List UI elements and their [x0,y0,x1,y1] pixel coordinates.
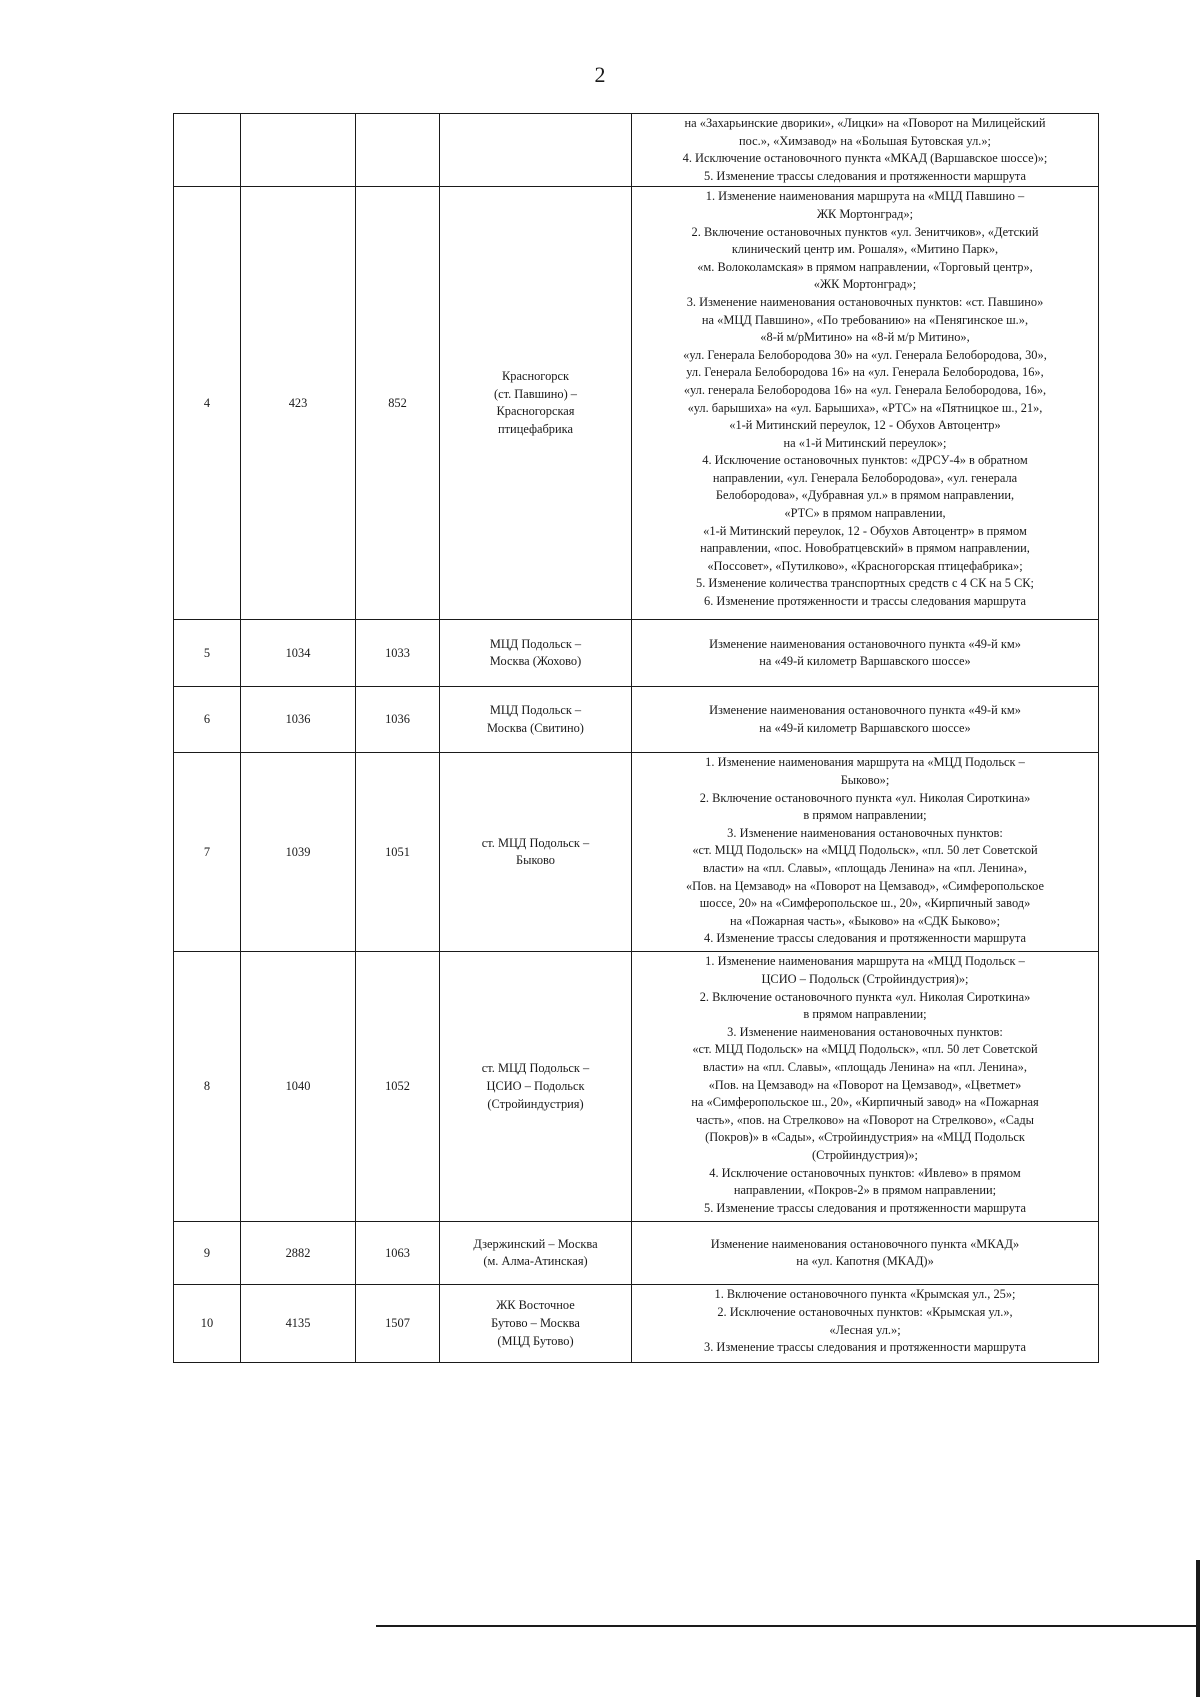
route-number-cell: 1063 [356,1222,440,1285]
text-line: шоссе, 20» на «Симферопольское ш., 20», «Кирпичный завод» [699,896,1031,911]
table-row [174,753,1099,952]
page-number: 2 [594,62,606,87]
route-name-cell [440,952,632,1222]
text-line: ст. МЦД Подольск – [481,835,590,850]
text-line: 5. Изменение трассы следования и протяженности маршрута [704,1200,1026,1215]
text-line: 2. Включение остановочных пунктов «ул. Зенитчиков», «Детский [691,224,1039,239]
text-line: Красногорск [502,369,569,384]
text-line: 4. Исключение остановочных пунктов: «Ивлево» в прямом [709,1165,1021,1180]
row-number-cell: 5 [174,620,241,687]
text-line: 2. Включение остановочного пункта «ул. Николая Сироткина» [699,790,1031,805]
text-line: клинический центр им. Рошаля», «Митино Парк», [731,242,999,257]
registration-number-cell: 1034 [241,620,356,687]
table-row [174,187,1099,620]
text-line: направлении, «ул. Генерала Белобородова», «ул. генерала [712,470,1018,485]
text-line: ул. Генерала Белобородова 16» на «ул. Генерала Белобородова, 16», [686,365,1044,380]
route-name-cell [440,187,632,620]
text-line: на «Захарьинские дворики», «Лицки» на «Поворот на Милицейский [684,116,1046,130]
text-line: направлении, «пос. Новобратцевский» в прямом направлении, [700,541,1030,556]
row-number-cell [174,114,241,187]
text-line: (МЦД Бутово) [497,1333,574,1348]
row-number-cell: 4 [174,187,241,620]
registration-number-cell: 1039 [241,753,356,952]
route-number-cell: 1051 [356,753,440,952]
text-line: 4. Исключение остановочного пункта «МКАД (Варшавское шоссе)»; [682,151,1048,166]
text-line: в прямом направлении; [803,808,927,823]
text-line: Бутово – Москва [491,1316,580,1331]
text-line: «ул. Генерала Белобородова 30» на «ул. Генерала Белобородова, 30», [683,347,1047,362]
route-name-cell [440,1285,632,1363]
text-line: «РТС» в прямом направлении, [784,506,946,521]
text-line: 6. Изменение протяженности и трассы следования маршрута [704,594,1026,609]
text-line: ст. МЦД Подольск – [481,1061,590,1076]
text-line: «8-й м/рМитино» на «8-й м/р Митино», [760,330,970,345]
text-line: Изменение наименования остановочного пункта «49-й км» [709,636,1021,651]
changes-cell [632,1285,1099,1363]
route-number-cell [356,114,440,187]
text-line: Москва (Жохово) [489,654,582,669]
text-line: пос.», «Химзавод» на «Большая Бутовская ул.»; [739,133,991,148]
route-name-cell [440,114,632,187]
changes-cell [632,687,1099,753]
changes-cell [632,114,1099,187]
text-line: (Стройиндустрия)»; [812,1147,918,1162]
route-number-cell: 1507 [356,1285,440,1363]
text-line: на «ул. Капотня (МКАД)» [796,1254,934,1269]
text-line: «ст. МЦД Подольск» на «МЦД Подольск», «пл. 50 лет Советской [692,843,1038,858]
text-line: Изменение наименования остановочного пункта «МКАД» [710,1236,1020,1251]
text-line: «ул. генерала Белобородова 16» на «ул. Генерала Белобородова, 16», [683,382,1047,397]
route-number-cell: 1036 [356,687,440,753]
text-line: на «МЦД Павшино», «По требованию» на «Пенягинское ш.», [701,312,1029,327]
text-line: 2. Исключение остановочных пунктов: «Крымская ул.», [717,1304,1013,1319]
text-line: 4. Исключение остановочных пунктов: «ДРСУ-4» в обратном [702,453,1028,468]
registration-number-cell: 1036 [241,687,356,753]
text-line: птицефабрика [498,421,573,436]
text-line: (ст. Павшино) – [493,386,578,401]
row-number-cell: 6 [174,687,241,753]
text-line: 3. Изменение наименования остановочных пунктов: «ст. Павшино» [686,294,1044,309]
text-line: Быково [516,853,555,868]
row-number-cell: 10 [174,1285,241,1363]
text-line: Быково»; [840,772,890,787]
text-line: «Пов. на Цемзавод» на «Поворот на Цемзавод», «Симферопольское [685,878,1045,893]
right-scan-edge [1196,1560,1200,1697]
text-line: ЖК Мортонград»; [816,206,914,221]
text-line: «ст. МЦД Подольск» на «МЦД Подольск», «пл. 50 лет Советской [692,1042,1038,1057]
text-line: «м. Волоколамская» в прямом направлении, «Торговый центр», [697,259,1033,274]
text-line: на «Пожарная часть», «Быково» на «СДК Быково»; [729,913,1001,928]
row-number-cell: 8 [174,952,241,1222]
text-line: (Покров)» в «Сады», «Стройиндустрия» на «МЦД Подольск [705,1130,1025,1145]
text-line: «Лесная ул.»; [829,1322,901,1337]
text-line: часть», «пов. на Стрелково» на «Поворот на Стрелково», «Сады [696,1112,1034,1127]
route-number-cell: 1033 [356,620,440,687]
text-line: 1. Изменение наименования маршрута на «МЦД Подольск – [705,954,1025,969]
changes-cell [632,620,1099,687]
text-line: ЦСИО – Подольск (Стройиндустрия)»; [761,971,969,986]
text-line: на «1-й Митинский переулок»; [783,435,947,450]
table-row [174,1222,1099,1285]
text-line: МЦД Подольск – [489,703,582,718]
text-line: МЦД Подольск – [489,636,582,651]
text-line: Москва (Свитино) [487,720,584,735]
route-name-cell [440,1222,632,1285]
registration-number-cell [241,114,356,187]
text-line: «1-й Митинский переулок, 12 - Обухов Автоцентр» в прямом [703,523,1027,538]
table-row [174,114,1099,187]
table-row [174,620,1099,687]
text-line: власти» на «пл. Славы», «площадь Ленина» на «пл. Ленина», [703,860,1027,875]
route-number-cell: 852 [356,187,440,620]
route-name-cell [440,620,632,687]
route-changes-table [173,113,1099,1363]
registration-number-cell: 4135 [241,1285,356,1363]
text-line: (Стройиндустрия) [487,1096,584,1111]
text-line: 2. Включение остановочного пункта «ул. Николая Сироткина» [699,989,1031,1004]
text-line: «Поссовет», «Путилково», «Красногорская птицефабрика»; [707,558,1023,573]
text-line: 5. Изменение трассы следования и протяженности маршрута [704,168,1026,183]
registration-number-cell: 2882 [241,1222,356,1285]
registration-number-cell: 1040 [241,952,356,1222]
row-number-cell: 7 [174,753,241,952]
text-line: «ЖК Мортонград»; [813,277,917,292]
route-name-cell [440,753,632,952]
text-line: направлении, «Покров-2» в прямом направлении; [733,1183,997,1198]
route-number-cell: 1052 [356,952,440,1222]
changes-cell [632,187,1099,620]
text-line: Изменение наименования остановочного пункта «49-й км» [709,703,1021,718]
text-line: 1. Изменение наименования маршрута на «МЦД Подольск – [705,755,1025,770]
text-line: Белобородова», «Дубравная ул.» в прямом направлении, [715,488,1015,503]
changes-cell [632,1222,1099,1285]
text-line: «Пов. на Цемзавод» на «Поворот на Цемзавод», «Цветмет» [708,1077,1022,1092]
route-name-cell [440,687,632,753]
text-line: 4. Изменение трассы следования и протяженности маршрута [704,931,1026,946]
text-line: 1. Изменение наименования маршрута на «МЦД Павшино – [705,189,1025,204]
table-row [174,1285,1099,1363]
text-line: на «49-й километр Варшавского шоссе» [759,654,971,669]
text-line: ЖК Восточное [496,1298,575,1313]
text-line: «ул. барышиха» на «ул. Барышиха», «РТС» на «Пятницкое ш., 21», [687,400,1043,415]
text-line: в прямом направлении; [803,1007,927,1022]
changes-cell [632,952,1099,1222]
text-line: Дзержинский – Москва [473,1236,598,1251]
text-line: 3. Изменение наименования остановочных пунктов: [727,1024,1003,1039]
table-row [174,687,1099,753]
changes-cell [632,753,1099,952]
table-row [174,952,1099,1222]
text-line: «1-й Митинский переулок, 12 - Обухов Автоцентр» [729,418,1001,433]
text-line: 3. Изменение трассы следования и протяженности маршрута [704,1340,1026,1355]
text-line: на «49-й километр Варшавского шоссе» [759,720,971,735]
text-line: власти» на «пл. Славы», «площадь Ленина» на «пл. Ленина», [703,1059,1027,1074]
text-line: на «Симферопольское ш., 20», «Кирпичный завод» на «Пожарная [691,1095,1039,1110]
text-line: (м. Алма-Атинская) [483,1254,588,1269]
text-line: 3. Изменение наименования остановочных пунктов: [727,825,1003,840]
text-line: 5. Изменение количества транспортных средств с 4 СК на 5 СК; [696,576,1034,591]
text-line: 1. Включение остановочного пункта «Крымская ул., 25»; [714,1287,1016,1302]
text-line: ЦСИО – Подольск [486,1079,585,1094]
text-line: Красногорская [496,404,575,419]
bottom-scan-rule [376,1625,1200,1627]
row-number-cell: 9 [174,1222,241,1285]
registration-number-cell: 423 [241,187,356,620]
